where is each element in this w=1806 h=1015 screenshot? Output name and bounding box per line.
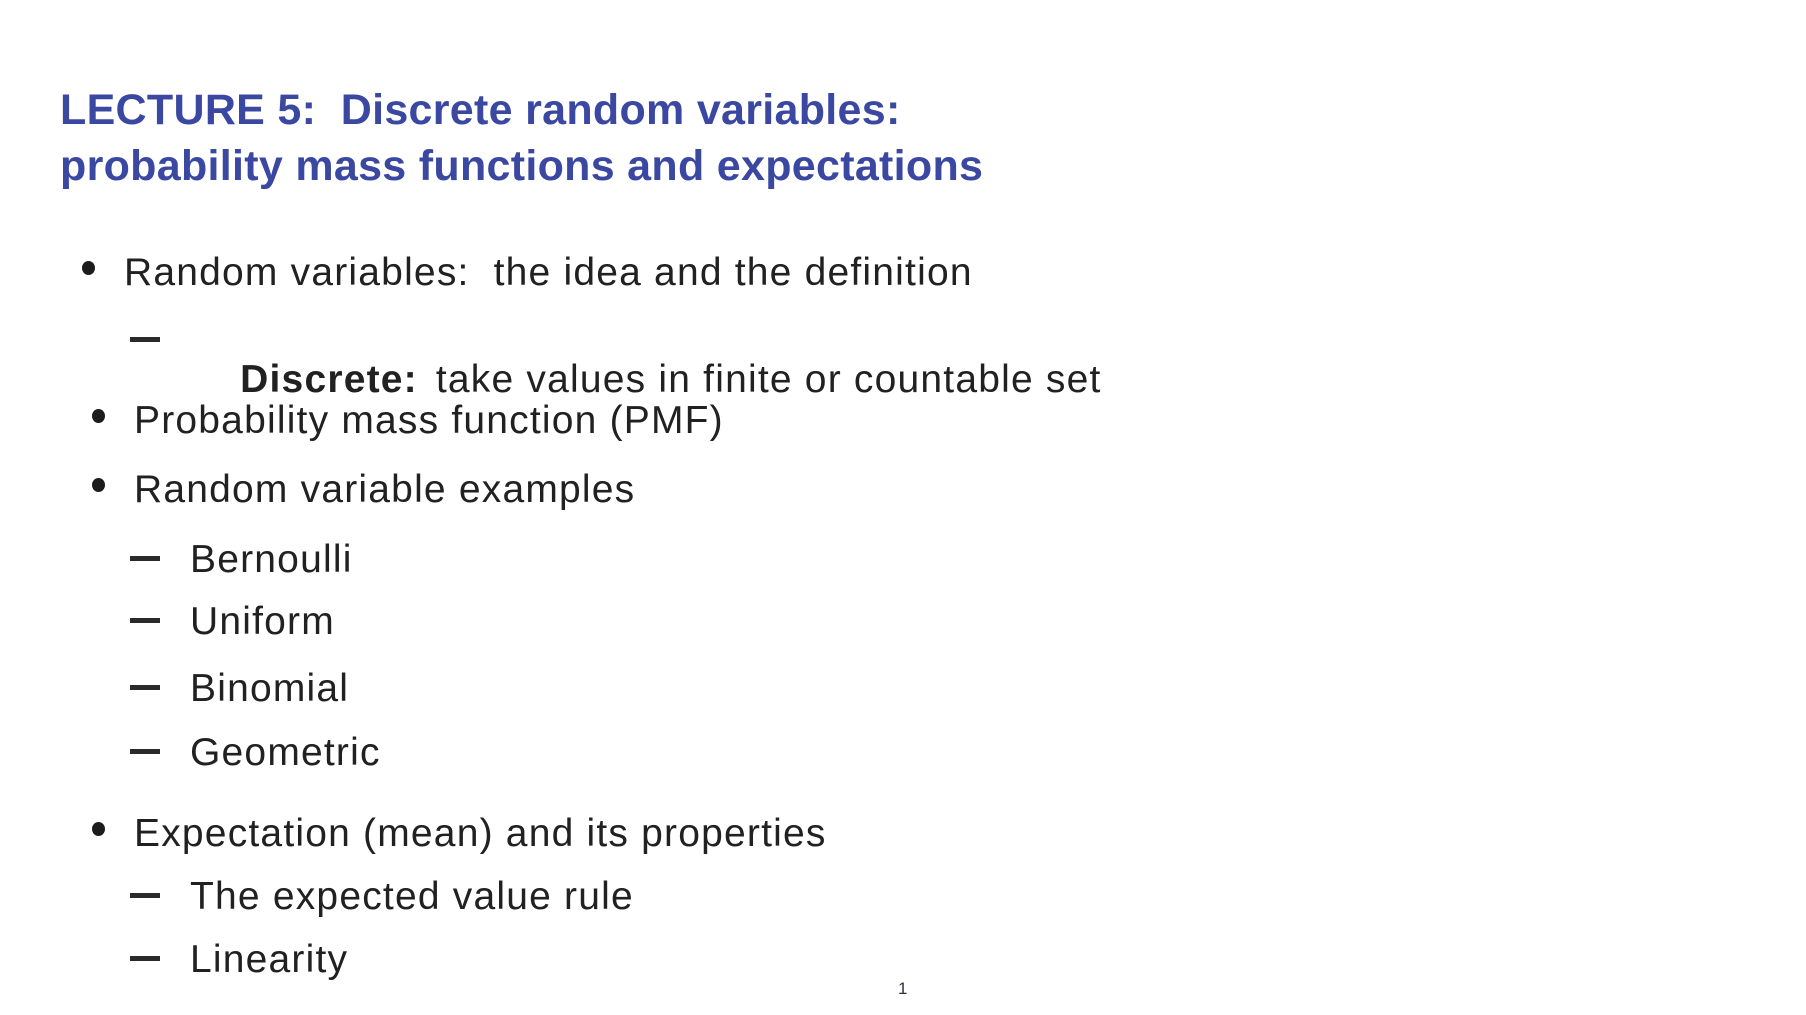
discrete-text: take values in finite or countable set (435, 358, 1102, 401)
outline-item-bernoulli: Bernoulli (190, 538, 353, 581)
outline-item-random-variables: Random variables: the idea and the definition (124, 251, 973, 294)
outline-item-geometric: Geometric (190, 731, 381, 774)
outline-item-pmf: Probability mass function (PMF) (134, 399, 724, 442)
outline-item-linearity: Linearity (190, 938, 349, 981)
outline-item-expected-value-rule: The expected value rule (190, 875, 634, 918)
bullet-icon (92, 409, 105, 423)
slide-title-line-2: probability mass functions and expectations (60, 142, 984, 190)
outline-item-rv-examples: Random variable examples (134, 468, 636, 511)
bullet-icon (82, 261, 95, 275)
dash-icon (130, 556, 160, 561)
dash-icon (130, 956, 160, 961)
dash-icon (130, 893, 160, 898)
outline-item-uniform: Uniform (190, 600, 335, 643)
dash-icon (130, 618, 160, 623)
bullet-icon (92, 822, 105, 836)
discrete-bold-label: Discrete: (240, 358, 418, 401)
dash-icon (130, 749, 160, 754)
bullet-icon (92, 478, 105, 492)
dash-icon (130, 337, 160, 342)
dash-icon (130, 685, 160, 690)
outline-item-binomial: Binomial (190, 667, 350, 710)
outline-item-expectation: Expectation (mean) and its properties (134, 812, 827, 855)
slide-title-line-1: LECTURE 5: Discrete random variables: (60, 86, 901, 134)
page-number: 1 (898, 979, 908, 998)
